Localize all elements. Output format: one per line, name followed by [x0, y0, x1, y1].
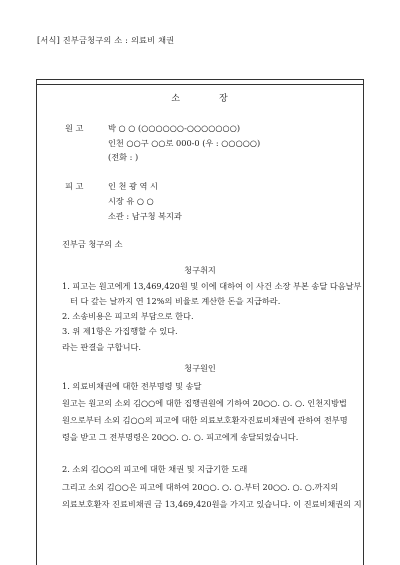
section1-title: 1. 의료비채권에 대한 전부명령 및 송달 [62, 381, 202, 391]
plaintiff-role: 원 고 [65, 123, 84, 133]
frame-top-rule [36, 84, 364, 85]
defendant-agency: 소관 : 남구청 복지과 [108, 211, 182, 221]
section1-line-3: 령을 받고 그 전부명령은 20○○. ○. ○. 피고에게 송달되었습니다. [62, 432, 299, 442]
title-right: 장 [219, 94, 229, 104]
claim-purpose-heading: 청구취지 [184, 265, 216, 275]
claim-cause-heading: 청구원인 [184, 363, 216, 373]
document-title [36, 95, 364, 104]
defendant-role: 피 고 [65, 181, 84, 191]
section1-line-1: 원고는 원고의 소외 김○○에 대한 집행권원에 기하여 20○○. ○. ○. 인천지방법 [62, 398, 347, 408]
claim-purpose-line-1: 1. 피고는 원고에게 13,469,420원 및 이에 대하여 이 사건 소장 부본 송달 다음날부 [62, 281, 362, 291]
title-left: 소 [171, 94, 181, 104]
section2-line-1: 그리고 소외 김○○은 피고에 대하여 20○○. ○. ○.부터 20○○. ○. ○.까지의 [62, 482, 339, 492]
document-frame [36, 79, 364, 565]
plaintiff-address: 인천 ○○구 ○○로 000-0 (우 : ○○○○○) [108, 138, 261, 148]
form-caption: [서식] 진부금청구의 소 : 의료비 채권 [37, 35, 175, 45]
claim-purpose-line-3: 2. 소송비용은 피고의 부담으로 한다. [62, 311, 194, 321]
defendant-name: 인 천 광 역 시 [108, 181, 158, 191]
claim-purpose-line-2: 터 다 갚는 날까지 연 12%의 비율로 계산한 돈을 지급하라. [70, 296, 281, 306]
section1-line-2: 원으로부터 소외 김○○의 피고에 대한 의료보호환자진료비채권에 관하여 전부명 [62, 415, 348, 425]
claim-purpose-line-5: 라는 판결을 구합니다. [62, 342, 141, 352]
defendant-rep: 시장 유 ○ ○ [108, 196, 154, 206]
section2-line-2: 의료보호환자 진료비채권 금 13,469,420원을 가지고 있습니다. 이 진료비채권의 지 [62, 499, 362, 509]
case-name: 진부금 청구의 소 [62, 239, 123, 249]
plaintiff-name: 박 ○ ○ (○○○○○○-○○○○○○○) [108, 123, 241, 133]
plaintiff-phone: (전화 : ) [108, 152, 139, 162]
section2-title: 2. 소외 김○○의 피고에 대한 채권 및 지급기한 도래 [62, 464, 248, 474]
claim-purpose-line-4: 3. 위 제1항은 가집행할 수 있다. [62, 326, 178, 336]
